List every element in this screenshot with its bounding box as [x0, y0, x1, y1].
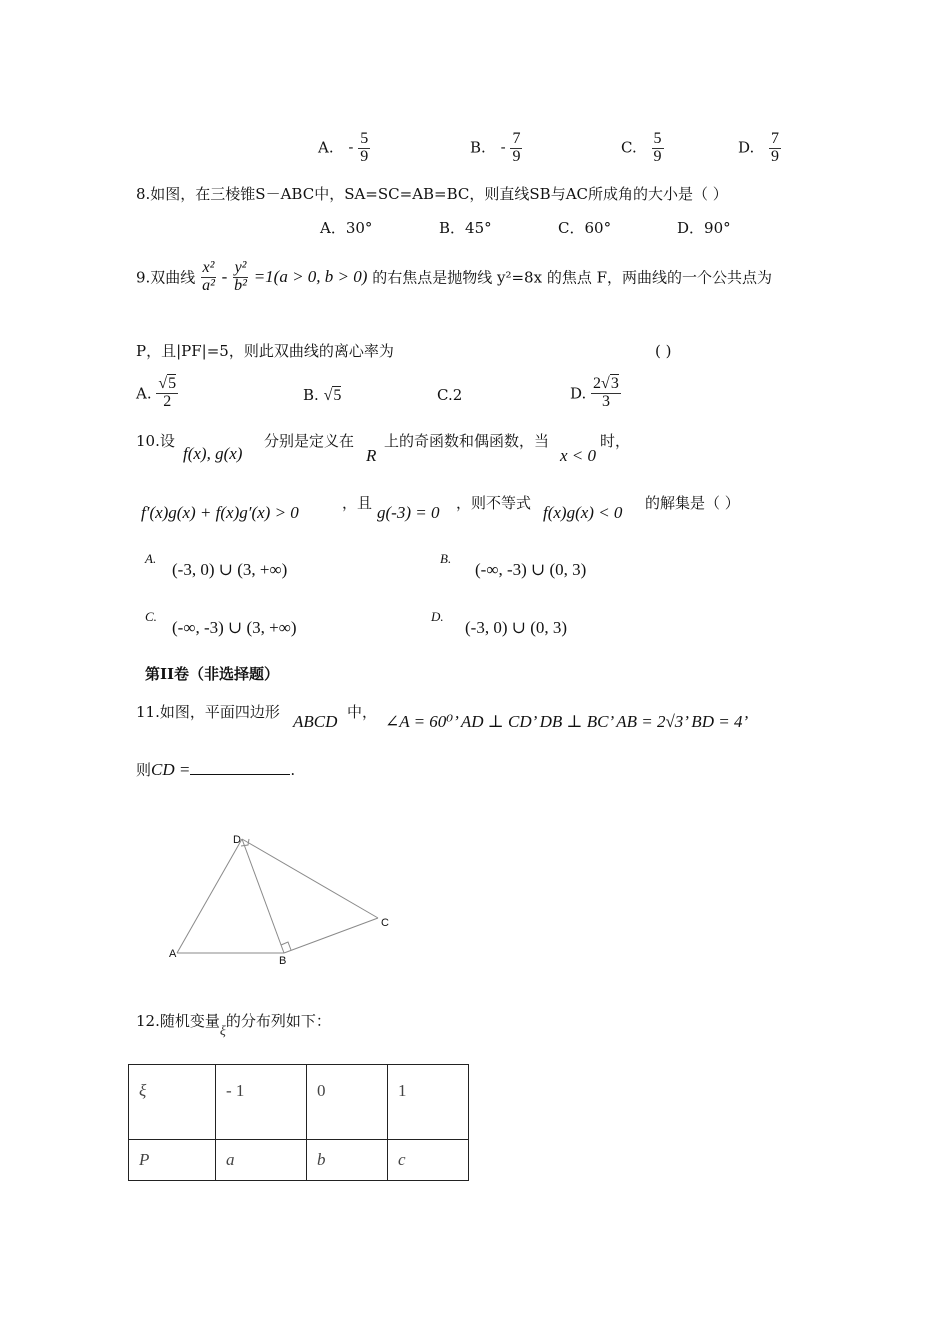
period: . — [290, 761, 296, 779]
fraction: $\frac{5}{9}$ — [653, 130, 662, 165]
q9-option-d — [570, 376, 621, 411]
segment-AD — [177, 839, 242, 953]
table-cell: P — [129, 1140, 216, 1181]
q10-set-R: R — [366, 446, 377, 465]
q10-and: ，且 — [342, 494, 373, 512]
q11-prefix: 11.如图，平面四边形 — [136, 703, 280, 721]
table-row — [129, 1140, 469, 1181]
minus-sign: - — [348, 138, 354, 157]
q10-option-a: (-3, 0) ∪ (3, +∞) — [172, 560, 288, 579]
q8-option-b: B．45° — [439, 219, 492, 237]
q10-cond: x < 0 — [560, 446, 597, 465]
table-cell: c — [388, 1140, 469, 1181]
section-title: 第II卷（非选择题） — [145, 665, 280, 683]
q10-option-d: (-3, 0) ∪ (0, 3) — [465, 618, 568, 637]
fraction: $\frac{7}{9}$ — [771, 130, 780, 165]
fraction-2sqrt3-over-3: $\frac{2√3}{3}$ — [593, 375, 619, 410]
q9-option-b: B. √5 — [303, 386, 342, 404]
table-cell: a — [216, 1140, 307, 1181]
minus-sign: - — [500, 138, 506, 157]
answer-blank[interactable] — [190, 760, 290, 775]
table-cell: 1 — [388, 1065, 469, 1140]
q7-option-d — [738, 131, 781, 166]
option-label: B. — [470, 138, 486, 157]
q8-option-a: A．30° — [320, 219, 373, 237]
xi-symbol: ξ — [219, 1024, 226, 1039]
q10-inequality2: f(x)g(x) < 0 — [543, 503, 623, 522]
q11-ask — [136, 760, 295, 780]
q11-quad: ABCD — [293, 712, 338, 731]
q10-g-minus3: g(-3) = 0 — [377, 503, 440, 522]
option-label: C. — [621, 138, 637, 157]
q10-ask: 的解集是（ ） — [645, 494, 740, 512]
table-cell: - 1 — [216, 1065, 307, 1140]
q11-conditions: ∠A = 60⁰’ AD ⊥ CD’ DB ⊥ BC’ AB = 2√3’ BD = 4’ — [385, 712, 749, 731]
q7-option-a — [318, 131, 370, 166]
label-A: A — [169, 948, 177, 960]
q12-question — [136, 1012, 331, 1039]
q10-option-b: (-∞, -3) ∪ (0, 3) — [475, 560, 587, 579]
option-label: A. — [318, 138, 334, 157]
q9-suffix: 的右焦点是抛物线 y²=8x 的焦点 F，两曲线的一个公共点为 — [372, 268, 773, 287]
option-label: A. — [136, 384, 152, 403]
quadrilateral-figure — [160, 825, 400, 970]
hyperbola-condition: =1(a > 0, b > 0) — [253, 267, 368, 287]
q9-answer-paren: ( ) — [655, 342, 672, 360]
fraction: $\frac{5}{9}$ — [360, 130, 369, 165]
table-cell: b — [307, 1140, 388, 1181]
q8-question: 8.如图，在三棱锥S－ABC中，SA=SC=AB=BC，则直线SB与AC所成角的大小是（ ） — [136, 185, 728, 203]
q10-option-c: (-∞, -3) ∪ (3, +∞) — [172, 618, 297, 637]
q11-zhong: 中， — [347, 703, 378, 721]
q7-option-c — [621, 131, 664, 166]
fraction-y2-b2: $\frac{\text{y²}}{\text{b²}}$ — [234, 259, 247, 294]
ask-prefix: 则 — [136, 761, 152, 779]
label-B: B — [279, 955, 287, 967]
q9-prefix: 9.双曲线 — [136, 268, 196, 287]
table-cell: 0 — [307, 1065, 388, 1140]
fraction-x2-a2: $\frac{\text{x²}}{\text{a²}}$ — [202, 259, 215, 294]
q7-option-b — [470, 131, 522, 166]
q10-option-d-label: D. — [431, 609, 444, 624]
q10-mid2: 上的奇函数和偶函数，当 — [384, 432, 550, 450]
q10-option-b-label: B. — [440, 551, 452, 566]
q10-mid1: 分别是定义在 — [264, 432, 355, 450]
q10-then: ，则不等式 — [456, 494, 532, 512]
q10-funcs: f(x), g(x) — [183, 444, 243, 463]
q10-end1: 时， — [600, 432, 631, 450]
fraction-sqrt5-over-2: $\frac{√5}{2}$ — [158, 375, 177, 410]
segment-DC — [242, 839, 378, 918]
q9-line2: P，且|PF|=5，则此双曲线的离心率为 — [136, 342, 394, 360]
q10-prefix: 10.设 — [136, 432, 175, 450]
option-label: D. — [738, 138, 755, 157]
fraction: $\frac{7}{9}$ — [512, 130, 521, 165]
q12-suffix: 的分布列如下： — [225, 1012, 331, 1030]
cd-variable: CD = — [151, 760, 191, 779]
minus-sign: - — [221, 267, 228, 287]
q8-option-c: C．60° — [558, 219, 612, 237]
q10-option-a-label: A. — [145, 551, 157, 566]
label-C: C — [381, 917, 389, 929]
q10-line1 — [136, 432, 175, 450]
label-D: D — [233, 834, 241, 846]
sqrt-5: 5 — [333, 387, 342, 404]
segment-BC — [284, 918, 378, 953]
q8-option-d: D．90° — [677, 219, 731, 237]
distribution-table — [128, 1064, 469, 1181]
q9-option-a — [136, 376, 178, 411]
option-label: B. — [303, 386, 319, 404]
table-row — [129, 1065, 469, 1140]
q10-option-c-label: C. — [145, 609, 157, 624]
option-label: D. — [570, 384, 587, 403]
table-cell: ξ — [129, 1065, 216, 1140]
q9-option-c: C.2 — [437, 386, 463, 404]
q9-line1 — [136, 260, 772, 295]
segment-DB — [242, 839, 284, 953]
q12-prefix: 12.随机变量 — [136, 1012, 220, 1030]
q10-inequality: f′(x)g(x) + f(x)g′(x) > 0 — [141, 503, 299, 522]
